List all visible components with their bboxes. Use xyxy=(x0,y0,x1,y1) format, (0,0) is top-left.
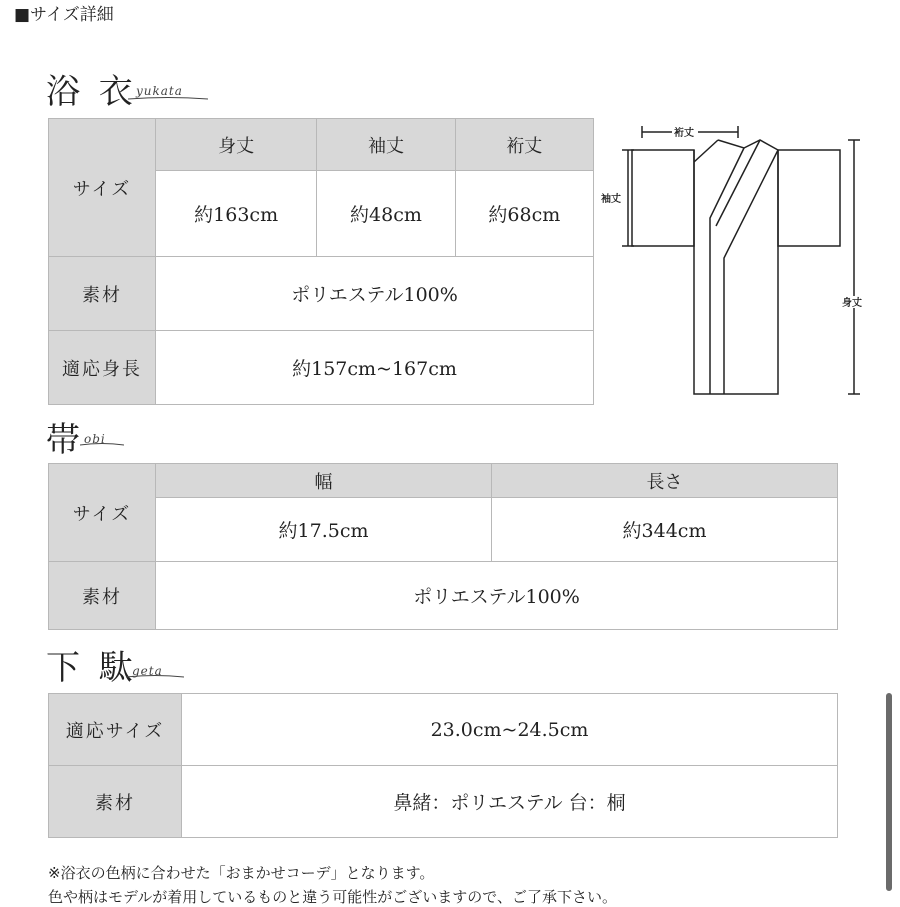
geta-title: 下 駄 xyxy=(46,648,137,688)
geta-table xyxy=(48,693,838,838)
yukata-val-sode: 約48cm xyxy=(317,171,455,257)
collar xyxy=(718,140,778,394)
diagram-sode-label: 袖丈 xyxy=(601,194,621,205)
geta-script: geta xyxy=(132,664,163,678)
obi-val-width: 約17.5cm xyxy=(156,498,492,562)
obi-size-label: サイズ xyxy=(49,464,156,562)
yukata-fit-value: 約157cm~167cm xyxy=(156,331,594,405)
obi-material-label: 素材 xyxy=(49,562,156,630)
yukata-val-mitake: 約163cm xyxy=(156,171,317,257)
yukata-material-value: ポリエステル100% xyxy=(156,257,594,331)
obi-title: 帯 xyxy=(46,420,84,460)
note-line-1: ※浴衣の色柄に合わせた「おまかせコーデ」となります。 xyxy=(48,864,435,882)
obi-material-value: ポリエステル100% xyxy=(156,562,838,630)
obi-col-length: 長さ xyxy=(492,464,838,498)
page-header: ■サイズ詳細 xyxy=(14,5,114,25)
yukata-title: 浴 衣 xyxy=(46,72,137,112)
geta-underline xyxy=(126,674,184,680)
right-sleeve xyxy=(778,150,840,246)
geta-material-label: 素材 xyxy=(49,766,182,838)
geta-size-value: 23.0cm~24.5cm xyxy=(182,694,838,766)
obi-underline xyxy=(80,442,124,448)
diagram-yuki-label: 裄丈 xyxy=(674,128,694,139)
yukata-col-sode: 袖丈 xyxy=(317,119,455,171)
diagram-mitake-label: 身丈 xyxy=(842,298,862,309)
obi-val-length: 約344cm xyxy=(492,498,838,562)
geta-size-label: 適応サイズ xyxy=(49,694,182,766)
yukata-underline xyxy=(128,96,208,102)
note-line-2: 色や柄はモデルが着用しているものと違う可能性がございますので、ご了承下さい。 xyxy=(48,888,617,906)
yukata-material-label: 素材 xyxy=(49,257,156,331)
yukata-col-mitake: 身丈 xyxy=(156,119,317,171)
scrollbar-thumb[interactable] xyxy=(886,693,892,891)
yukata-table xyxy=(48,118,594,405)
kimono-diagram xyxy=(598,118,878,410)
left-sleeve xyxy=(632,150,694,246)
geta-material-value: 鼻緒：ポリエステル 台：桐 xyxy=(182,766,838,838)
yukata-col-yuki: 裄丈 xyxy=(455,119,593,171)
yukata-val-yuki: 約68cm xyxy=(455,171,593,257)
yukata-size-label: サイズ xyxy=(49,119,156,257)
obi-script: obi xyxy=(84,432,106,446)
yukata-fit-label: 適応身長 xyxy=(49,331,156,405)
obi-col-width: 幅 xyxy=(156,464,492,498)
yukata-script: yukata xyxy=(136,84,183,98)
obi-table xyxy=(48,463,838,630)
